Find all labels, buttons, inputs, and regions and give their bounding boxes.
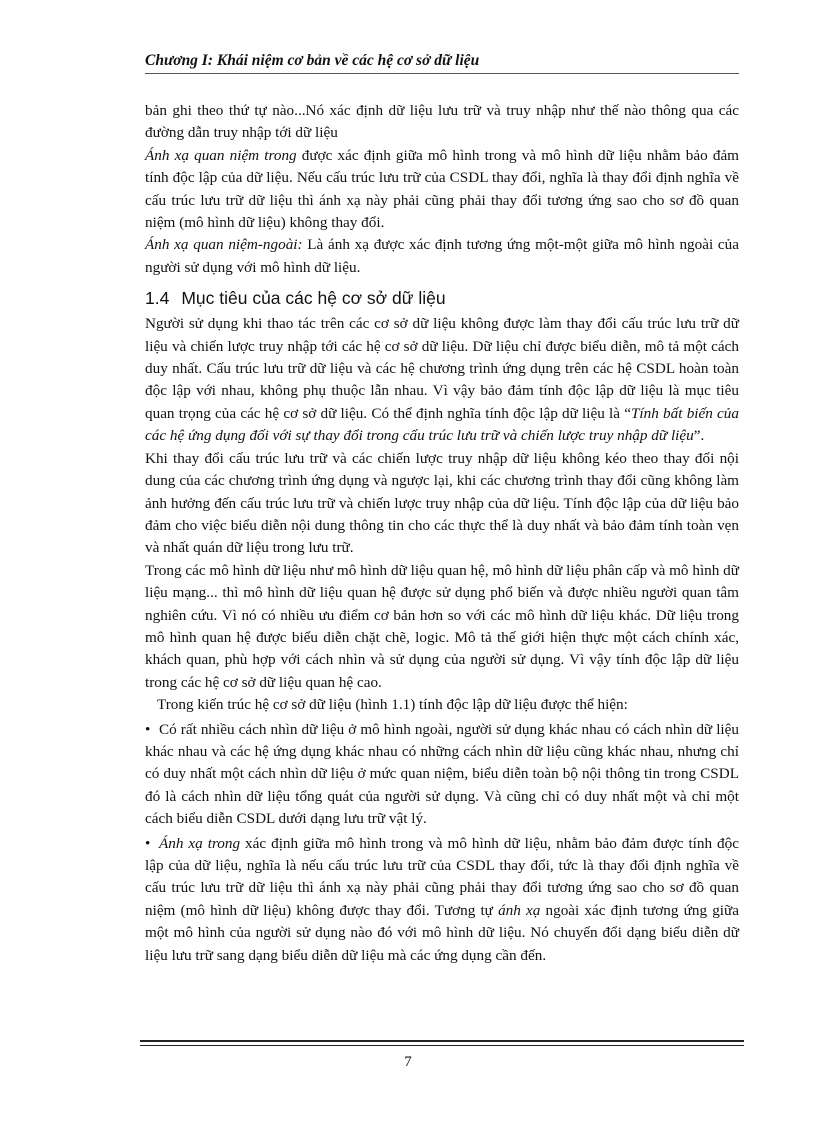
footer-divider	[140, 1040, 744, 1042]
section-heading	[145, 287, 739, 309]
page-body	[145, 100, 739, 967]
paragraph: Ánh xạ quan niệm-ngoài: Là ánh xạ được xác định tương ứng một-một giữa mô hình ngoài của người sử dụng với mô hình dữ liệu.	[145, 236, 739, 276]
page-number: 7	[404, 1054, 412, 1070]
chapter-header: Chương I: Khái niệm cơ bản về các hệ cơ sở dữ liệu	[145, 52, 480, 69]
paragraph: bản ghi theo thứ tự nào...Nó xác định dữ liệu lưu trữ và truy nhập như thế nào thông qua các đường dẫn truy nhập tới dữ liệu	[145, 102, 739, 142]
section-number: 1.4	[145, 288, 170, 309]
paragraph: Ánh xạ quan niệm trong được xác định giữa mô hình trong và mô hình dữ liệu nhằm bảo đảm tính độc lập của dữ liệu. Nếu cấu trúc lưu trữ của CSDL thay đổi, nghĩa là thay đổi định nghĩa về cấu trúc lưu trữ dữ liệu thì ánh xạ này phải cũng phải thay đổi tương ứng sao cho sơ đồ quan niệm (mô hình dữ liệu) không thay đổi.	[145, 146, 739, 232]
paragraph: Trong kiến trúc hệ cơ sở dữ liệu (hình 1.1) tính độc lập dữ liệu được thể hiện:	[157, 696, 628, 714]
footer-divider-thin	[140, 1045, 744, 1046]
section-title: Mục tiêu của các hệ cơ sở dữ liệu	[181, 288, 446, 309]
bullet-item: • Ánh xạ trong xác định giữa mô hình trong và mô hình dữ liệu, nhằm bảo đảm được tính độc lập của dữ liệu, nghĩa là nếu cấu trúc lưu trữ của CSDL thay đổi, tức là thay đổi định nghĩa về cấu trúc lưu trữ dữ liệu thì ánh xạ này phải cũng phải thay đổi tương ứng sao cho sơ đồ quan niệm (mô hình dữ liệu) không được thay đổi. Tương tự ánh xạ ngoài xác định tương ứng giữa một mô hình của người sử dụng nào đó với mô hình dữ liệu. Nó chuyển đổi dạng biểu diễn dữ liệu lưu trữ sang dạng biểu diễn dữ liệu mà các ứng dụng cần đến.	[145, 834, 739, 964]
term-italic: ánh xạ	[498, 901, 541, 919]
term-italic: Ánh xạ quan niệm-ngoài:	[145, 236, 303, 254]
bullet-item: • Có rất nhiều cách nhìn dữ liệu ở mô hình ngoài, người sử dụng khác nhau có cách nhìn dữ liệu khác nhau và các hệ ứng dụng khác nhau có những cách nhìn dữ liệu cũng khác nhau, nhưng chỉ có duy nhất một cách nhìn dữ liệu ở mức quan niệm, biểu diễn toàn bộ nội thông tin trong CSDL đó là cách nhìn dữ liệu tổng quát của người sử dụng. Và cũng chỉ có duy nhất một và chỉ một cách biểu diễn CSDL dưới dạng lưu trữ vật lý.	[145, 720, 739, 828]
header-divider	[145, 73, 739, 74]
term-italic: Ánh xạ quan niệm trong	[145, 146, 297, 164]
paragraph: Người sử dụng khi thao tác trên các cơ sở dữ liệu không được làm thay đổi cấu trúc lưu trữ dữ liệu và chiến lược truy nhập tới các hệ cơ sở dữ liệu. Dữ liệu chỉ được biểu diễn, mô tả một cách duy nhất. Cấu trúc lưu trữ dữ liệu và các hệ chương trình ứng dụng trên các hệ CSDL hoàn toàn độc lập với nhau, không phụ thuộc lẫn nhau. Vì vậy bảo đảm tính độc lập dữ liệu là mục tiêu quan trọng của các hệ cơ sở dữ liệu. Có thể định nghĩa tính độc lập dữ liệu là “Tính bất biến của các hệ ứng dụng đối với sự thay đổi trong cấu trúc lưu trữ và chiến lược truy nhập dữ liệu”.	[145, 315, 739, 445]
paragraph: Khi thay đổi cấu trúc lưu trữ và các chiến lược truy nhập dữ liệu không kéo theo thay đổi nội dung của các chương trình ứng dụng và ngược lại, khi các chương trình thay đổi cũng không làm ảnh hưởng đến cấu trúc lưu trữ và chiến lược truy nhập của dữ liệu. Tính độc lập của dữ liệu bảo đảm cho việc biểu diễn nội dung thông tin cho các thực thể là duy nhất và bảo đảm tính toàn vẹn và nhất quán dữ liệu trong lưu trữ.	[145, 449, 739, 557]
bullet-icon: •	[145, 720, 151, 738]
term-italic: Ánh xạ trong	[159, 834, 241, 852]
bullet-icon: •	[145, 834, 151, 852]
paragraph: Trong các mô hình dữ liệu như mô hình dữ liệu quan hệ, mô hình dữ liệu phân cấp và mô hình dữ liệu mạng... thì mô hình dữ liệu quan hệ được sử dụng phổ biến và được nhiều người quan tâm nghiên cứu. Vì nó có nhiều ưu điểm cơ bản hơn so với các mô hình dữ liệu khác. Dữ liệu trong mô hình quan hệ được biểu diễn chặt chẽ, logic. Mô tả thế giới hiện thực một cách chính xác, khách quan, phù hợp với cách nhìn và sử dụng của người sử dụng. Vì vậy tính độc lập dữ liệu trong các hệ cơ sở dữ liệu quan hệ cao.	[145, 561, 739, 691]
definition-italic: Tính bất biến của các hệ ứng dụng đối với sự thay đổi trong cấu trúc lưu trữ và chiến lược truy nhập dữ liệu	[145, 404, 739, 445]
